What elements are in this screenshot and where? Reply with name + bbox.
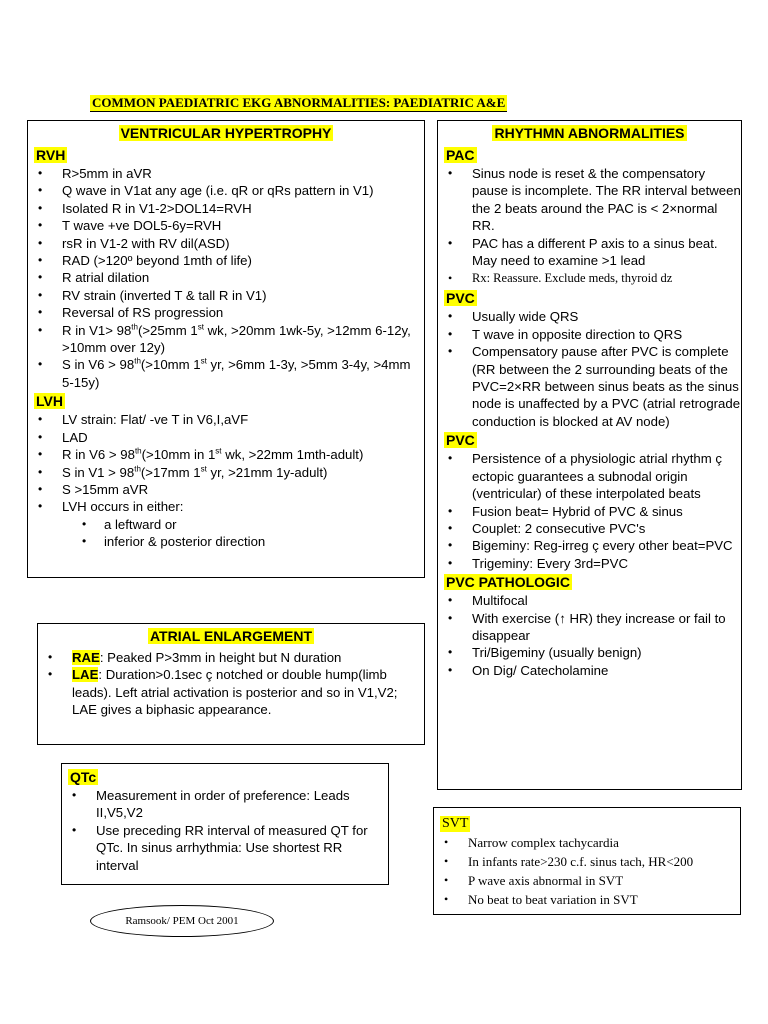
ventricular-hypertrophy-box (27, 120, 425, 578)
pvc-label: PVC (446, 290, 475, 307)
qtc-box (61, 763, 389, 885)
atrial-enlargement-header (38, 628, 424, 646)
list-item: • S in V6 > 98th(>10mm 1st yr, >6mm 1-3y, >5mm 3-4y, >4mm 5-15y) (38, 357, 411, 390)
list-item: • inferior & posterior direction (82, 534, 266, 550)
pvc-label-2: PVC (446, 432, 475, 449)
list-item: • Narrow complex tachycardia (444, 835, 619, 850)
list-item: • rsR in V1-2 with RV dil(ASD) (38, 235, 230, 251)
rhythm-abnormalities-box (437, 120, 742, 790)
rvh-list (28, 165, 424, 391)
list-item: • Tri/Bigeminy (usually benign) (448, 645, 642, 661)
list-item: • LVH occurs in either: (38, 499, 184, 515)
pvc-pathologic-list (438, 592, 741, 679)
list-item: • RV strain (inverted T & tall R in V1) (38, 287, 267, 303)
list-item: • No beat to beat variation in SVT (444, 892, 638, 907)
qtc-list (62, 787, 388, 874)
list-item: • Measurement in order of preference: Leads II,V5,V2 (72, 788, 350, 821)
list-item: • Multifocal (448, 593, 528, 609)
rhythm-abnormalities-heading: RHYTHMN ABNORMALITIES (494, 125, 685, 141)
list-item: • RAD (>120º beyond 1mth of life) (38, 253, 252, 269)
svt-label: SVT (442, 816, 469, 831)
list-item: • Usually wide QRS (448, 309, 579, 325)
qtc-label: QTc (70, 769, 97, 785)
pac-label: PAC (446, 147, 475, 163)
list-item: • R atrial dilation (38, 270, 150, 286)
lvh-label: LVH (36, 393, 63, 410)
list-item: • R>5mm in aVR (38, 166, 152, 181)
list-item: • R in V1> 98th(>25mm 1st wk, >20mm 1wk-5y, >12mm 6-12y, >10mm over 12y) (38, 322, 411, 356)
list-item: • Use preceding RR interval of measured QT for QTc. In sinus arrhythmia: Use shortest RR interval (72, 822, 368, 873)
pac-rx-list (438, 269, 741, 288)
list-item: • LAE: Duration>0.1sec ç notched or double hump(limb leads). Left atrial activation is posterior and so in V1,V2; LAE gives a biphasic appearance. (48, 667, 398, 718)
list-item: • Q wave in V1at any age (i.e. qR or qRs pattern in V1) (38, 183, 374, 199)
list-item: • Reversal of RS progression (38, 305, 224, 321)
list-item: • R in V6 > 98th(>10mm in 1st wk, >22mm 1mth-adult) (38, 446, 364, 463)
list-item: • In infants rate>230 c.f. sinus tach, HR<200 (444, 854, 694, 869)
ventricular-hypertrophy-header (28, 125, 424, 143)
document-title: COMMON PAEDIATRIC EKG ABNORMALITIES: PAEDIATRIC A&E (92, 95, 506, 110)
list-item: • P wave axis abnormal in SVT (444, 873, 624, 888)
author-footer: Ramsook/ PEM Oct 2001 (90, 905, 274, 937)
svt-list (434, 833, 740, 909)
list-item: • Persistence of a physiologic atrial rhythm ç ectopic guarantees a subnodal origin (ventricular) of these interpolated beats (448, 451, 722, 502)
list-item: • With exercise (↑ HR) they increase or fail to disappear (448, 610, 726, 643)
list-item: • Trigeminy: Every 3rd=PVC (448, 555, 628, 571)
list-item: • Rx: Reassure. Exclude meds, thyroid dz (448, 271, 673, 286)
list-item: • a leftward or (82, 516, 177, 532)
list-item: • Sinus node is reset & the compensatory pause is incomplete. The RR interval between the 2 beats around the PAC is < 2×normal RR. (448, 166, 741, 234)
list-item: • LV strain: Flat/ -ve T in V6,I,aVF (38, 412, 249, 428)
ventricular-hypertrophy-heading: VENTRICULAR HYPERTROPHY (120, 125, 332, 141)
atrial-list (38, 649, 424, 719)
list-item: • S in V1 > 98th(>17mm 1st yr, >21mm 1y-adult) (38, 464, 328, 480)
pvc-pathologic-label: PVC PATHOLOGIC (446, 574, 570, 591)
list-item: • RAE: Peaked P>3mm in height but N duration (48, 650, 342, 665)
svt-box (433, 807, 741, 915)
list-item: • PAC has a different P axis to a sinus beat. May need to examine >1 lead (448, 235, 718, 269)
pvc-list-2 (438, 450, 741, 572)
list-item: • Compensatory pause after PVC is complete (RR between the 2 surrounding beats of the PVC=2×RR between sinus beats as the sinus node is unaffected by a PVC (atrial retrograde conduction is blocked at AV node) (448, 344, 741, 429)
list-item: • Couplet: 2 consecutive PVC's (448, 520, 646, 536)
lvh-sub-list (28, 516, 424, 551)
rae-label: RAE (72, 650, 100, 665)
rvh-label: RVH (36, 147, 66, 163)
list-item: • Bigeminy: Reg-irreg ç every other beat=PVC (448, 538, 733, 554)
list-item: • S >15mm aVR (38, 481, 149, 497)
atrial-enlargement-heading: ATRIAL ENLARGEMENT (149, 628, 313, 644)
list-item: • Isolated R in V1-2>DOL14=RVH (38, 200, 252, 216)
rhythm-abnormalities-header (438, 125, 741, 143)
list-item: • T wave +ve DOL5-6y=RVH (38, 218, 222, 234)
lvh-list (28, 411, 424, 515)
list-item: • LAD (38, 429, 88, 445)
lae-label: LAE (72, 667, 99, 683)
pvc-list (438, 308, 741, 430)
list-item: • Fusion beat= Hybrid of PVC & sinus (448, 503, 683, 519)
list-item: • T wave in opposite direction to QRS (448, 326, 683, 342)
pac-list (438, 165, 741, 269)
atrial-enlargement-box (37, 623, 425, 745)
list-item: • On Dig/ Catecholamine (448, 662, 609, 678)
